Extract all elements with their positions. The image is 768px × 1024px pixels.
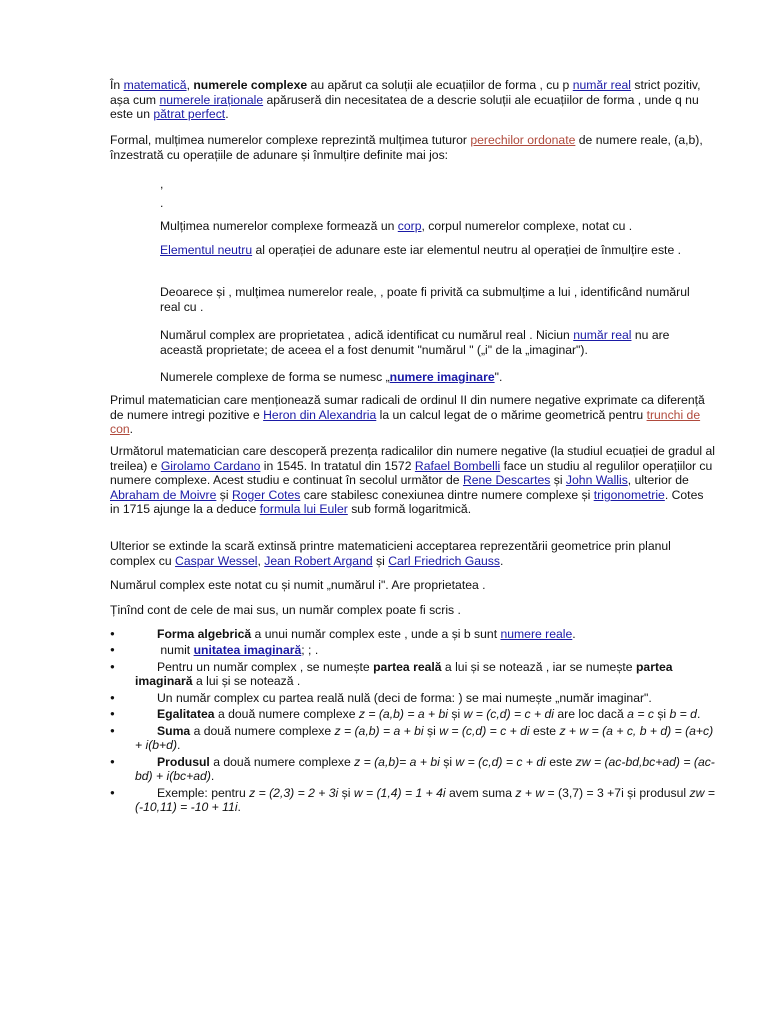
link-heron-din-alexandria[interactable]: Heron din Alexandria bbox=[263, 407, 377, 422]
link-caspar-wessel[interactable]: Caspar Wessel bbox=[175, 553, 258, 568]
italic-formula: w = (c,d) = c + di bbox=[463, 707, 554, 722]
text-span: Mulțimea numerelor complexe formează un bbox=[160, 219, 398, 233]
link-matematica[interactable]: matematică bbox=[123, 78, 187, 92]
bold-term: partea reală bbox=[373, 659, 442, 674]
multiplication-formula bbox=[160, 196, 710, 211]
list-item bbox=[110, 786, 720, 815]
link-numerele-irationale[interactable]: numerele iraționale bbox=[159, 92, 264, 107]
text-span: a două numere complexe bbox=[190, 723, 335, 738]
text-span: Următorul matematician care descoperă prezența radicalilor din numere negative (la studiul ecuației de gradul al treilea) e bbox=[110, 444, 715, 473]
list-item bbox=[110, 707, 720, 722]
link-formula-lui-euler[interactable]: formula lui Euler bbox=[259, 502, 348, 517]
neutral-element-paragraph bbox=[160, 243, 710, 258]
bullet-icon: ● bbox=[110, 787, 115, 797]
text-span: . bbox=[696, 707, 701, 722]
italic-formula: z = (a,b) = a + bi bbox=[358, 707, 448, 722]
text-span: ; ; . bbox=[301, 643, 319, 658]
italic-formula: zw = (-10,11) = -10 + 11i bbox=[135, 785, 715, 815]
text-span: , ulterior de bbox=[627, 473, 689, 488]
text-span: . bbox=[225, 107, 229, 122]
text-span: apăruseră din necesitatea de a descrie soluții ale ecuațiilor de forma , unde q nu este un bbox=[110, 92, 699, 122]
text-span: , corpul numerelor complexe, notat cu . bbox=[421, 219, 633, 233]
text-span: , bbox=[186, 78, 194, 92]
formal-definition-paragraph bbox=[110, 133, 715, 162]
text-span: a două numere complexe bbox=[214, 707, 359, 722]
bold-term: numerele complexe bbox=[193, 78, 308, 92]
italic-formula: w = (1,4) = 1 + 4i bbox=[353, 785, 446, 800]
imaginary-unit-paragraph bbox=[160, 328, 710, 357]
list-item bbox=[110, 643, 720, 658]
italic-formula: zw = (ac-bd,bc+ad) = (ac-bd) + i(bc+ad) bbox=[135, 754, 715, 784]
history-cardano-paragraph bbox=[110, 444, 715, 517]
text-span: are loc dacă bbox=[554, 707, 628, 722]
link-corp[interactable]: corp bbox=[397, 219, 422, 233]
text-span: , bbox=[160, 177, 164, 191]
text-span: și bbox=[423, 723, 440, 738]
link-trigonometrie[interactable]: trigonometrie bbox=[593, 487, 665, 502]
list-item bbox=[110, 755, 720, 784]
history-heron-paragraph bbox=[110, 393, 715, 437]
text-span: Pentru un număr complex , se numește bbox=[157, 659, 374, 674]
link-john-wallis[interactable]: John Wallis bbox=[565, 473, 628, 488]
text-span: Formal, mulțimea numerelor complexe reprezintă mulțimea tuturor bbox=[110, 133, 471, 147]
text-span: avem suma bbox=[445, 785, 516, 800]
text-span: . bbox=[499, 553, 504, 568]
text-span: este bbox=[545, 754, 576, 769]
text-span: numit bbox=[157, 643, 194, 658]
bullet-icon: ● bbox=[110, 725, 115, 735]
text-span: . bbox=[129, 422, 134, 437]
text-span: la un calcul legat de o mărime geometrică pentru bbox=[376, 407, 647, 422]
link-rene-descartes[interactable]: Rene Descartes bbox=[462, 473, 551, 488]
link-numar-real[interactable]: număr real bbox=[572, 78, 631, 92]
text-span: Ținînd cont de cele de mai sus, un număr complex poate fi scris . bbox=[110, 603, 461, 617]
text-span: Numerele complexe de forma se numesc „ bbox=[160, 370, 390, 384]
text-span: . bbox=[237, 800, 241, 815]
text-span: al operației de adunare este iar elementul neutru al operației de înmulțire este . bbox=[252, 243, 681, 257]
text-span: și bbox=[216, 487, 232, 502]
bullet-icon: ● bbox=[110, 709, 115, 719]
link-numere-reale[interactable]: numere reale bbox=[500, 627, 573, 641]
link-abraham-de-moivre[interactable]: Abraham de Moivre bbox=[110, 487, 217, 502]
list-item bbox=[110, 627, 720, 642]
text-span: de numere reale, (a,b), înzestrată cu operațiile de adunare și înmulțire definite mai jos: bbox=[110, 133, 703, 162]
italic-formula: w = (c,d) = c + di bbox=[455, 754, 546, 769]
addition-formula bbox=[160, 177, 710, 192]
text-span: În bbox=[110, 78, 124, 92]
link-carl-friedrich-gauss[interactable]: Carl Friedrich Gauss bbox=[388, 553, 500, 568]
italic-formula: a = c bbox=[627, 707, 654, 722]
bullet-icon: ● bbox=[110, 692, 115, 702]
link-perechilor-ordonate[interactable]: perechilor ordonate bbox=[470, 133, 576, 147]
text-span: Primul matematician care menționează sumar radicali de ordinul II din numere negative exprimate ca diferență de numere intregi pozitive e bbox=[110, 393, 705, 422]
text-span: ". bbox=[494, 370, 503, 384]
bullet-icon: ● bbox=[110, 645, 115, 655]
link-roger-cotes[interactable]: Roger Cotes bbox=[231, 487, 301, 502]
text-span: = (3,7) = 3 +7i și produsul bbox=[544, 785, 690, 800]
text-span: , bbox=[257, 553, 265, 568]
text-span: in 1545. In tratatul din 1572 bbox=[260, 458, 415, 473]
text-span: Numărul complex are proprietatea , adică identificat cu numărul real . Niciun bbox=[160, 328, 574, 342]
text-span: . bbox=[210, 769, 215, 784]
text-span: Numărul complex este notat cu și numit „numărul i". Are proprietatea . bbox=[110, 578, 486, 592]
text-span: și bbox=[439, 754, 456, 769]
text-span: și bbox=[338, 785, 354, 800]
bullet-icon: ● bbox=[110, 661, 115, 671]
link-trunchi-de-con[interactable]: trunchi de con bbox=[110, 407, 701, 437]
link-elementul-neutru[interactable]: Elementul neutru bbox=[160, 243, 253, 257]
text-span: Ulterior se extinde la scară extinsă printre matematicieni acceptarea reprezentării geometrice prin planul complex cu bbox=[110, 539, 671, 568]
list-item bbox=[110, 724, 720, 753]
bold-term: partea imaginară bbox=[135, 659, 673, 689]
intro-paragraph bbox=[110, 78, 715, 122]
imaginary-numbers-paragraph bbox=[160, 370, 710, 385]
link-girolamo-cardano[interactable]: Girolamo Cardano bbox=[160, 458, 261, 473]
text-span: . bbox=[160, 196, 164, 210]
link-numere-imaginare[interactable]: numere imaginare bbox=[389, 370, 495, 384]
bold-term: Suma bbox=[157, 723, 191, 738]
text-span: a două numere complexe bbox=[209, 754, 355, 769]
bold-term: Produsul bbox=[157, 754, 210, 769]
text-span: . bbox=[177, 738, 181, 753]
text-span: au apărut ca soluții ale ecuațiilor de forma , cu p bbox=[307, 78, 573, 92]
link-patrat-perfect[interactable]: pătrat perfect bbox=[153, 107, 226, 122]
text-span: sub formă logaritmică. bbox=[347, 502, 472, 517]
bold-term: Forma algebrică bbox=[157, 627, 252, 641]
link-jean-robert-argand[interactable]: Jean Robert Argand bbox=[264, 553, 373, 568]
list-item bbox=[110, 691, 720, 706]
text-span: Deoarece și , mulțimea numerelor reale, , poate fi privită ca submulțime a lui , identificând numărul real cu . bbox=[160, 285, 690, 314]
text-span: a lui și se notează . bbox=[192, 674, 301, 689]
field-paragraph bbox=[160, 219, 710, 234]
geometric-representation-paragraph bbox=[110, 539, 715, 568]
italic-formula: z = (a,b)= a + bi bbox=[354, 754, 440, 769]
link-rafael-bombelli[interactable]: Rafael Bombelli bbox=[414, 458, 501, 473]
text-span: face un studiu al regulilor operațiilor cu numere complexe. Acest studiu e continuat în secolul următor de bbox=[110, 458, 713, 488]
text-span: și bbox=[550, 473, 566, 488]
text-span: nu are această proprietate; de aceea el a fost denumit "numărul " („i" de la „imaginar"). bbox=[160, 328, 670, 357]
list-item bbox=[110, 660, 720, 689]
text-span: . bbox=[572, 627, 576, 641]
bold-term: Egalitatea bbox=[157, 707, 215, 722]
text-span: și bbox=[447, 707, 464, 722]
link-numar-real-2[interactable]: număr real bbox=[573, 328, 632, 342]
text-span: care stabilesc conexiunea dintre numere complexe și bbox=[300, 487, 594, 502]
bullet-icon: ● bbox=[110, 629, 115, 638]
italic-formula: z = (2,3) = 2 + 3i bbox=[249, 785, 339, 800]
italic-formula: z = (a,b) = a + bi bbox=[334, 723, 424, 738]
text-span: Un număr complex cu partea reală nulă (deci de forma: ) se mai numește „număr imaginar". bbox=[157, 690, 652, 705]
number-i-paragraph bbox=[110, 578, 715, 593]
text-span: a lui și se notează , iar se numește bbox=[441, 659, 636, 674]
bullet-icon: ● bbox=[110, 756, 115, 766]
link-unitatea-imaginara[interactable]: unitatea imaginară bbox=[193, 643, 302, 658]
written-as-paragraph bbox=[110, 603, 715, 618]
italic-formula: w = (c,d) = c + di bbox=[439, 723, 530, 738]
italic-formula: z + w = (a + c, b + d) = (a+c) + i(b+d) bbox=[135, 723, 714, 753]
text-span: a unui număr complex este , unde a și b sunt bbox=[251, 627, 501, 641]
text-span: și bbox=[653, 707, 670, 722]
text-span: strict pozitiv, așa cum bbox=[110, 78, 701, 107]
text-span: . Cotes in 1715 ajunge la a deduce bbox=[110, 487, 704, 517]
properties-list bbox=[110, 627, 720, 817]
text-span: și bbox=[372, 553, 389, 568]
text-span: Exemple: pentru bbox=[157, 785, 250, 800]
italic-formula: b = d bbox=[669, 707, 697, 722]
italic-formula: z + w bbox=[515, 785, 545, 800]
text-span: este bbox=[529, 723, 560, 738]
real-subset-paragraph bbox=[160, 285, 710, 314]
